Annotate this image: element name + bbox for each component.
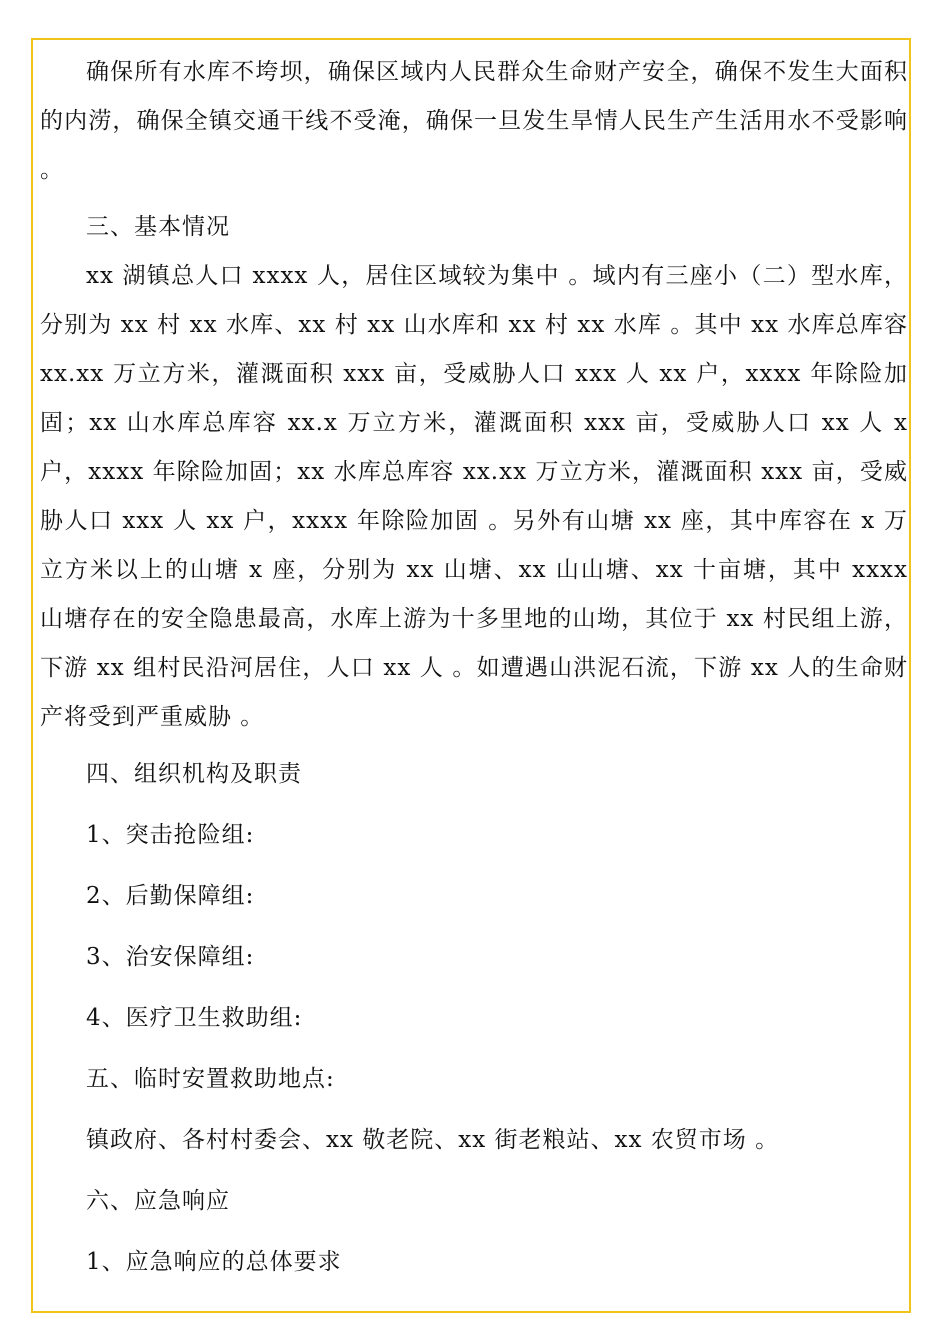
section-4-item-1: 1、突击抢险组: (86, 822, 255, 848)
document-body (40, 48, 908, 1287)
section-3-paragraph: xx 湖镇总人口 xxxx 人，居住区域较为集中 。域内有三座小（二）型水库，分别为 xx 村 xx 水库、xx 村 xx 山水库和 xx 村 xx 水库 。其中 xx 水库总库容 xx.xx 万立方米，灌溉面积 xxx 亩，受威胁人口 xxx 人 xx 户，xxxx 年除险加固；xx 山水库总库容 xx.x 万立方米，灌溉面积 xxx 亩，受威胁人口 xx 人 x 户，xxxx 年除险加固；xx 水库总库容 xx.xx 万立方米，灌溉面积 xxx 亩，受威胁人口 xxx 人 xx 户，xxxx 年除险加固 。另外有山塘 xx 座，其中库容在 x 万立方米以上的山塘 x 座，分别为 xx 山塘、xx 山山塘、xx 十亩塘，其中 xxxx 山塘存在的安全隐患最高，水库上游为十多里地的山坳，其位于 xx 村民组上游，下游 xx 组村民沿河居住，人口 xx 人 。如遭遇山洪泥石流，下游 xx 人的生命财产将受到严重威胁 。 (40, 263, 908, 730)
section-5-heading: 五、临时安置救助地点: (86, 1066, 335, 1092)
section-4-heading: 四、组织机构及职责 (86, 761, 302, 787)
intro-paragraph: 确保所有水库不垮坝，确保区域内人民群众生命财产安全，确保不发生大面积的内涝，确保全镇交通干线不受淹，确保一旦发生旱情人民生产生活用水不受影响 。 (40, 59, 908, 183)
section-6-heading: 六、应急响应 (86, 1188, 230, 1214)
section-4-item-2: 2、后勤保障组: (86, 883, 255, 909)
section-4-item-4: 4、医疗卫生救助组: (86, 1005, 303, 1031)
section-6-item-1: 1、应急响应的总体要求 (86, 1249, 342, 1275)
section-3-heading: 三、基本情况 (86, 214, 230, 240)
section-4-item-3: 3、治安保障组: (86, 944, 255, 970)
section-5-paragraph: 镇政府、各村村委会、xx 敬老院、xx 街老粮站、xx 农贸市场 。 (86, 1127, 780, 1153)
